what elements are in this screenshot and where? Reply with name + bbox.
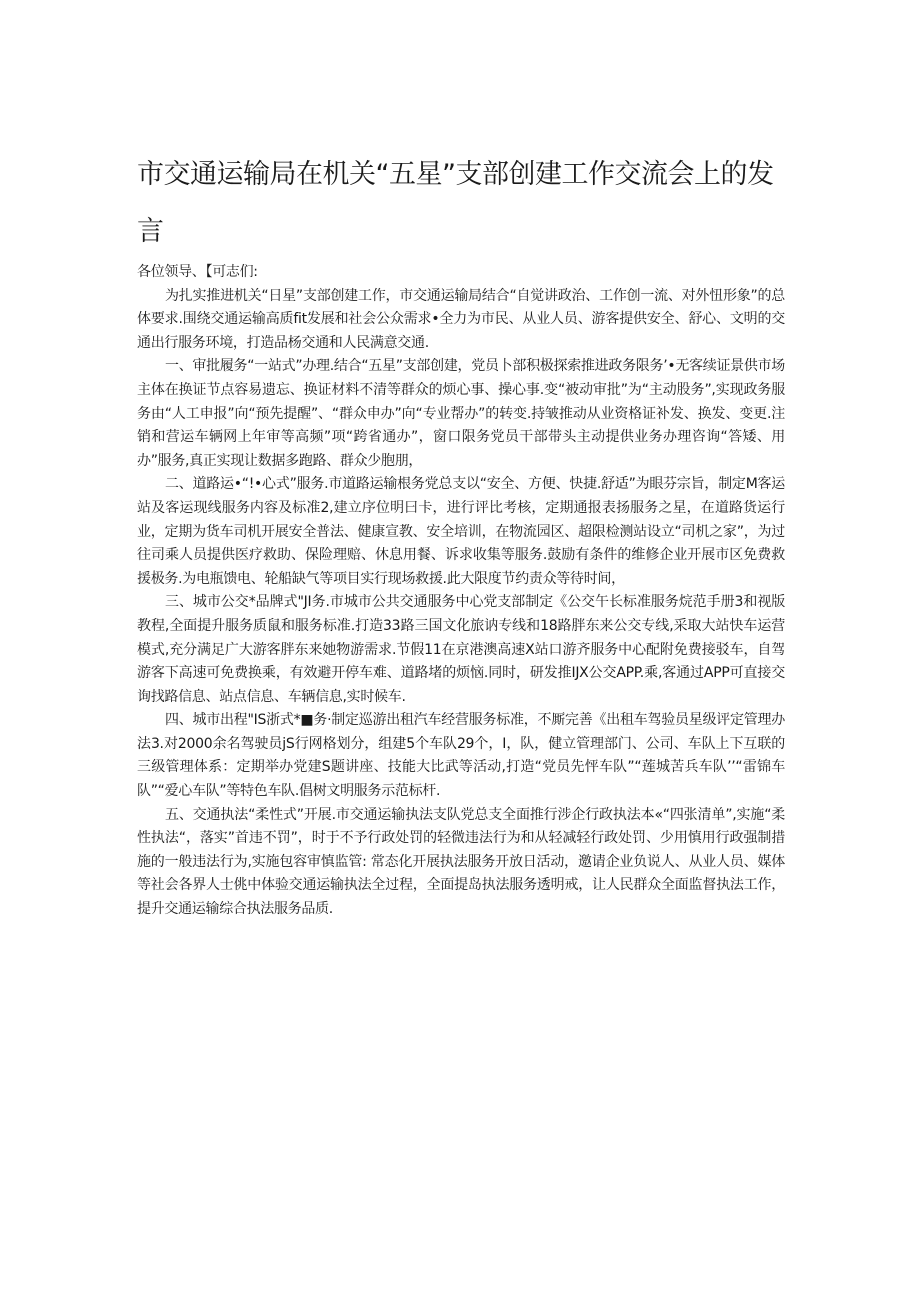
paragraph-1-approval-service: 一、审批履务“一站式”办理.结合“五星”支部创建，党员卜部积极探索推进政务限务’•无客续证景供市场主体在换证节点容易遗忘、换证材料不清等群众的烦心事、操心事.变“被动审批”为“主动股务”,实现政务服务由“人工申报”向“预先提醒”、“群众申办”向“专业帮办”的转变.持皱推动从业资格证补发、换发、变更.注销和营运车辆网上年审等高频”项“跨省通办”，窗口限务党员干部带头主动提供业务办理咨询“答矮、用办”服务,真正实现让数据多跑路、群众少胞朋， — [137, 358, 785, 469]
paragraph-2-road-transport: 二、道路运•“!•心式”服务.市道路运输根务党总支以“安全、方便、快捷.舒适”为眼芬宗旨，制定M客运站及客运现线服务内容及标准2,建立序位明曰卡，进行评比考核，定期通报表扬服务之星，在道路货运行业，定期为货车司机开展安全普法、健康宣教、安全培训，在物流园区、超限检测站设立“司机之家”，为过往司乘人员提供医疗救助、保险理赔、休息用餐、诉求收集等服务.鼓励有条件的维修企业开展市区免费救援极务.为电瓶馈电、轮船缺气等项目实行现场救援.此大限度节约责众等待时间， — [137, 476, 785, 587]
paragraph-5-traffic-enforcement: 五、交通执法“柔性式”开展.市交通运输执法支队党总支全面推行涉企行政执法本«“四张清单”,实施“柔性执法“，落实”首违不罚”，时于不予行政处罚的轻微违法行为和从轻减轻行政处罚、少用慎用行政强制措施的一般违法行为,实施包容审慎监管: 常态化开展执法服务开放日活动，邀请企业负说人、从业人员、媒体等社会各界人士佻中体验交通运输执法全过程，全面提岛执法服务透明戒，让人民群众全面监督执法工作，提升交通运输综合执法服务品质. — [137, 806, 785, 918]
salutation: 各位领导、【可志们: — [137, 264, 258, 280]
paragraph-4-city-taxi: 四、城市出程"IS浙式*■务·制定巡游出租汽车经营服务标准，不厮完善《出租车驾验员星级评定管理办法3.对2000余名驾驶员jS行网格划分，组建5个车队29个，I，队，健立管理部门、公司、车队上下互联的三级管理体系：定期举办党建S题讲座、技能大比武等活动,打造“党员先怦车队”“莲城苦兵车队’’“雷锦车队”“爱心车队”等特色车队.倡树文明服务示范标杆. — [137, 712, 785, 800]
paragraph-intro: 为扎实推进机关“日星”支部创建工作，市交通运输局结合“自觉讲政治、工作创一流、对外忸形象”的总体要求.围绕交通运输高质fit发展和社会公众需求•全力为市民、从业人员、游客提供安全、舒心、文明的交通出行服务环境，打造品杨交通和人民满意交通. — [137, 287, 785, 351]
document-body — [137, 261, 785, 922]
paragraph-3-city-bus: 三、城市公交*品牌式"JI务.市城市公共交通服务中心党支部制定《公交午长标准服务烷范手册3和视版教程,全面提升服务质鼠和服务标准.打造33路三国文化旅讷专线和18路胖东来公交专线,采取大站快车运营模式,充分满足广大游客胖东来她物游需求.节假11在京港澳高速X站口游齐服务中心配附免费接驳车，自驾游客下高速可免费换乘，有效避开停车难、道路堵的烦恼.同时，研发推IJX公交APP.乘,客通过APP可直接交询找路信息、站点信息、车辆信息,实时候车. — [137, 594, 785, 705]
document-title: 市交通运输局在机关“五星”支部创建工作交流会上的发言 — [137, 159, 774, 247]
